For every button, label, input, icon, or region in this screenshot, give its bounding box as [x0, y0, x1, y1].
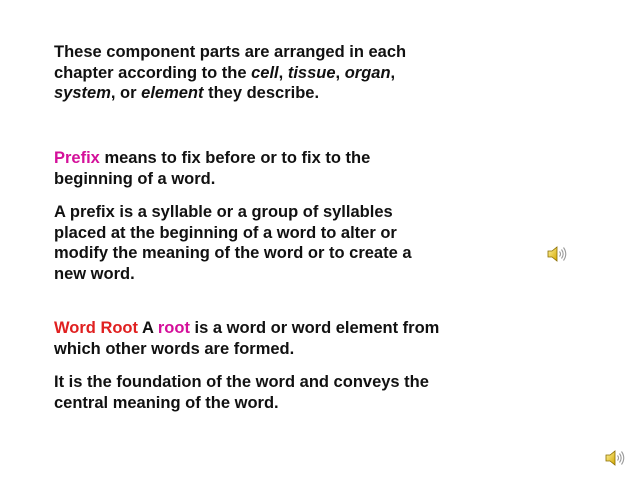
intro-line-2: chapter according to the cell, tissue, organ, [54, 63, 396, 82]
term-system: system [54, 84, 111, 102]
word-root-term: Word Root [54, 319, 139, 337]
term-tissue: tissue [287, 63, 336, 82]
prefix-definition [54, 148, 370, 189]
root-def-line-1: Word Root A root is a word or word element from [54, 319, 440, 337]
root-desc-line-2: central meaning of the word. [54, 393, 279, 412]
root-desc-line-1: It is the foundation of the word and conveys the [54, 373, 429, 391]
prefix-term: Prefix [54, 149, 100, 167]
prefix-def-line-2: beginning of a word. [54, 169, 216, 188]
intro-paragraph [54, 42, 406, 104]
prefix-desc-line-3: modify the meaning of the word or to create a [54, 244, 412, 262]
prefix-def-line-1: Prefix means to fix before or to fix to the [54, 149, 371, 167]
prefix-desc-line-4: new word. [54, 264, 135, 283]
audio-button-1[interactable] [546, 244, 568, 264]
intro-line-1: These component parts are arranged in each [54, 43, 407, 61]
prefix-desc-line-2: placed at the beginning of a word to alter or [54, 223, 397, 242]
root-word: root [157, 319, 190, 337]
root-def-line-2: which other words are formed. [54, 339, 295, 358]
root-description [54, 372, 429, 413]
prefix-desc-line-1: A prefix is a syllable or a group of syllables [54, 203, 393, 221]
prefix-description [54, 202, 412, 284]
intro-line-3: system, or element they describe. [54, 84, 320, 102]
speaker-icon [546, 244, 568, 264]
speaker-icon [604, 448, 626, 468]
term-organ: organ [344, 63, 391, 82]
audio-button-2[interactable] [604, 448, 626, 468]
root-definition [54, 318, 439, 359]
term-cell: cell [251, 63, 279, 82]
term-element: element [141, 84, 204, 102]
